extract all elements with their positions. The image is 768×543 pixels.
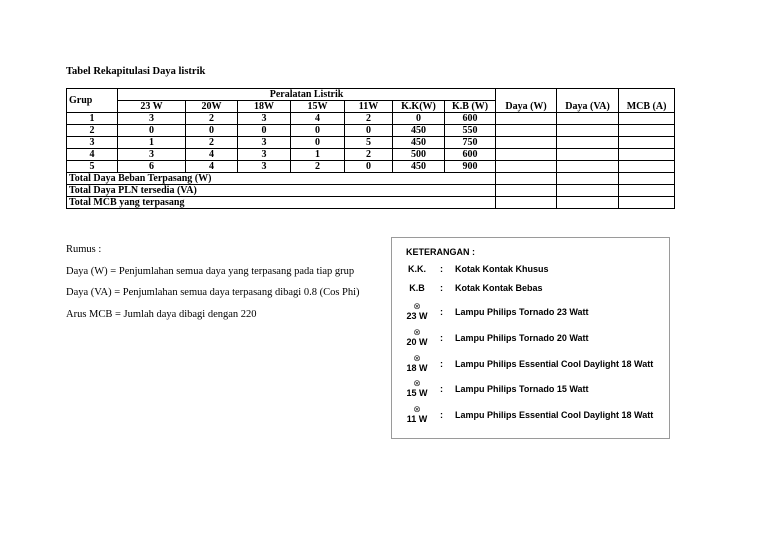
legend-code	[404, 264, 430, 274]
table-cell: 750	[445, 137, 496, 149]
legend-colon: :	[440, 359, 443, 369]
recap-table	[66, 88, 675, 209]
legend-description: Lampu Philips Tornado 15 Watt	[455, 384, 589, 394]
formula-line: Arus MCB = Jumlah daya dibagi dengan 220	[66, 308, 257, 320]
lamp-icon: ⊗	[413, 327, 421, 337]
table-cell	[557, 137, 619, 149]
total-value-cell	[557, 197, 619, 209]
lamp-icon: ⊗	[413, 378, 421, 388]
total-row	[67, 185, 675, 197]
table-cell	[619, 137, 675, 149]
table-cell: 0	[291, 137, 345, 149]
column-header: Daya (W)	[496, 101, 557, 113]
legend-code-label: K.K.	[408, 264, 426, 274]
table-cell: 2	[345, 113, 393, 125]
total-value-cell	[619, 173, 675, 185]
table-cell: 0	[393, 113, 445, 125]
legend-colon: :	[440, 264, 443, 274]
table-row	[67, 149, 675, 161]
formula-line: Daya (W) = Penjumlahan semua daya yang terpasang pada tiap grup	[66, 265, 355, 277]
legend-code	[404, 328, 430, 347]
table-cell: 550	[445, 125, 496, 137]
column-header: MCB (A)	[619, 101, 675, 113]
legend-code	[404, 379, 430, 398]
table-cell: 1	[118, 137, 186, 149]
table-cell: 0	[238, 125, 291, 137]
grup-cell: 2	[67, 125, 118, 137]
table-cell: 2	[186, 137, 238, 149]
table-cell	[496, 149, 557, 161]
legend-colon: :	[440, 283, 443, 293]
table-cell: 3	[118, 149, 186, 161]
formula-heading: Rumus :	[66, 244, 102, 255]
total-value-cell	[557, 173, 619, 185]
table-cell: 6	[118, 161, 186, 173]
table-cell: 450	[393, 161, 445, 173]
table-cell: 4	[186, 161, 238, 173]
total-value-cell	[619, 197, 675, 209]
table-cell	[496, 161, 557, 173]
table-row	[67, 161, 675, 173]
table-cell: 0	[186, 125, 238, 137]
table-cell: 0	[118, 125, 186, 137]
table-cell	[496, 113, 557, 125]
formula-line: Daya (VA) = Penjumlahan semua daya terpasang dibagi 0.8 (Cos Phi)	[66, 287, 360, 298]
column-header: Daya (VA)	[557, 101, 619, 113]
column-header: 23 W	[118, 101, 186, 113]
document-title: Tabel Rekapitulasi Daya listrik	[66, 66, 206, 77]
legend-code-label: 18 W	[406, 363, 428, 373]
table-cell: 900	[445, 161, 496, 173]
peralatan-header: Peralatan Listrik	[118, 89, 496, 101]
legend-description: Lampu Philips Essential Cool Daylight 18 Watt	[455, 410, 654, 420]
legend-description: Kotak Kontak Bebas	[455, 283, 543, 293]
table-row	[67, 113, 675, 125]
grup-cell: 4	[67, 149, 118, 161]
column-header: 15W	[291, 101, 345, 113]
table-cell: 0	[345, 125, 393, 137]
legend-colon: :	[440, 384, 443, 394]
legend-description: Kotak Kontak Khusus	[455, 264, 549, 274]
table-cell: 3	[238, 149, 291, 161]
grup-header: Grup	[67, 89, 118, 113]
legend-box	[391, 237, 670, 439]
table-cell: 450	[393, 125, 445, 137]
legend-code-label: 23 W	[406, 311, 428, 321]
legend-colon: :	[440, 307, 443, 317]
table-cell	[557, 125, 619, 137]
table-cell: 1	[291, 149, 345, 161]
table-cell: 3	[238, 113, 291, 125]
legend-code-label: K.B	[409, 283, 425, 293]
table-cell: 450	[393, 137, 445, 149]
table-row	[67, 137, 675, 149]
table-row	[67, 125, 675, 137]
legend-code-label: 15 W	[406, 388, 428, 398]
legend-description: Lampu Philips Essential Cool Daylight 18 Watt	[455, 359, 654, 369]
table-cell: 600	[445, 113, 496, 125]
table-cell	[557, 161, 619, 173]
table-cell	[619, 161, 675, 173]
table-cell	[619, 113, 675, 125]
column-header: 11W	[345, 101, 393, 113]
column-header: K.B (W)	[445, 101, 496, 113]
table-cell	[619, 125, 675, 137]
legend-colon: :	[440, 410, 443, 420]
table-cell: 0	[345, 161, 393, 173]
total-value-cell	[496, 185, 557, 197]
table-cell: 5	[345, 137, 393, 149]
table-cell	[557, 149, 619, 161]
table-cell: 2	[291, 161, 345, 173]
total-value-cell	[496, 173, 557, 185]
total-label: Total MCB yang terpasang	[67, 197, 496, 209]
legend-code	[404, 302, 430, 321]
total-label: Total Daya PLN tersedia (VA)	[67, 185, 496, 197]
lamp-icon: ⊗	[413, 353, 421, 363]
table-cell	[619, 149, 675, 161]
table-cell: 3	[238, 137, 291, 149]
legend-code-label: 11 W	[406, 414, 428, 424]
table-cell: 3	[118, 113, 186, 125]
table-cell: 500	[393, 149, 445, 161]
legend-code	[404, 283, 430, 293]
total-row	[67, 197, 675, 209]
table-cell: 4	[186, 149, 238, 161]
table-cell	[557, 113, 619, 125]
column-header: 20W	[186, 101, 238, 113]
legend-heading: KETERANGAN :	[406, 247, 475, 257]
total-value-cell	[496, 197, 557, 209]
grup-cell: 3	[67, 137, 118, 149]
formula-section	[66, 239, 360, 325]
total-value-cell	[557, 185, 619, 197]
table-cell	[496, 125, 557, 137]
legend-description: Lampu Philips Tornado 20 Watt	[455, 333, 589, 343]
lamp-icon: ⊗	[413, 404, 421, 414]
table-cell: 600	[445, 149, 496, 161]
total-row	[67, 173, 675, 185]
grup-cell: 1	[67, 113, 118, 125]
total-value-cell	[619, 185, 675, 197]
grup-cell: 5	[67, 161, 118, 173]
table-cell: 2	[345, 149, 393, 161]
legend-colon: :	[440, 333, 443, 343]
legend-code	[404, 354, 430, 373]
table-cell: 4	[291, 113, 345, 125]
column-header: K.K(W)	[393, 101, 445, 113]
legend-code-label: 20 W	[406, 337, 428, 347]
lamp-icon: ⊗	[413, 301, 421, 311]
legend-description: Lampu Philips Tornado 23 Watt	[455, 307, 589, 317]
total-label: Total Daya Beban Terpasang (W)	[67, 173, 496, 185]
column-header: 18W	[238, 101, 291, 113]
table-cell: 2	[186, 113, 238, 125]
table-cell: 0	[291, 125, 345, 137]
table-cell	[496, 137, 557, 149]
legend-code	[404, 405, 430, 424]
table-cell: 3	[238, 161, 291, 173]
